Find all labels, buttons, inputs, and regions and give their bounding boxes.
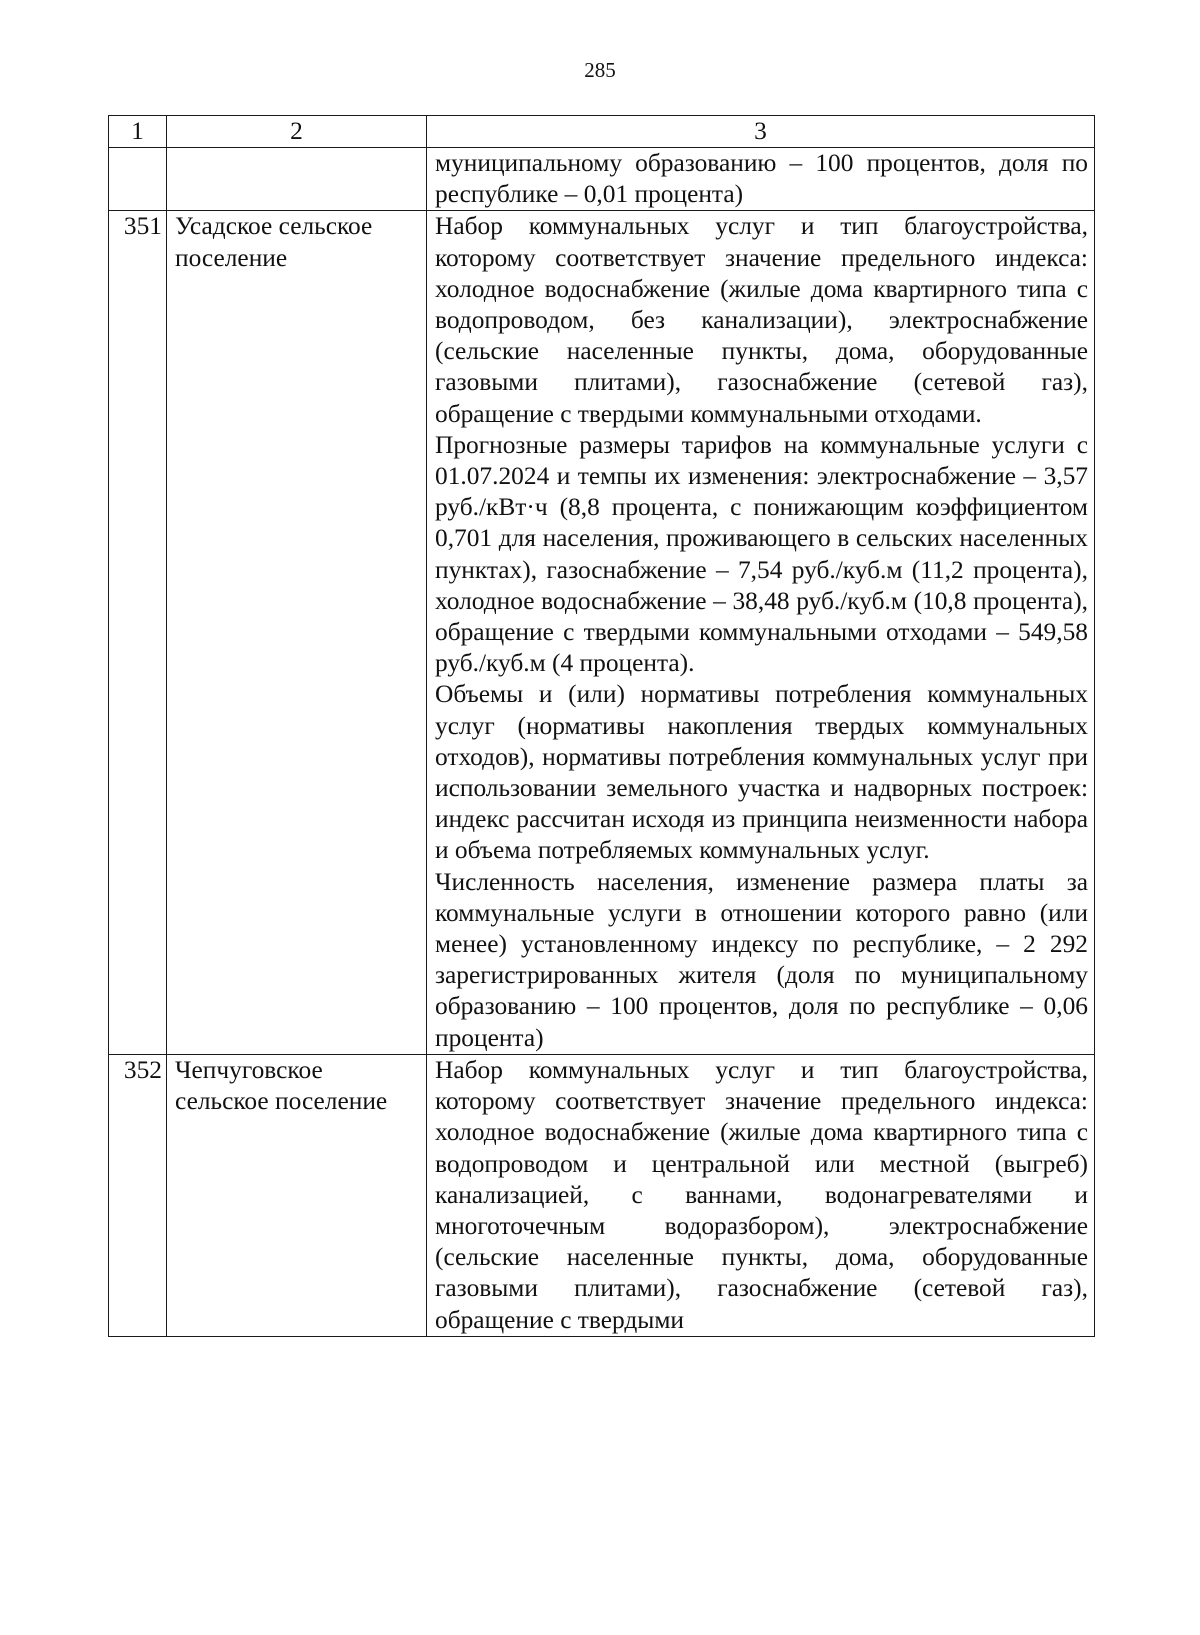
row-number: 352	[109, 1054, 167, 1336]
row-number	[109, 148, 167, 211]
row-description	[427, 1054, 1095, 1336]
row-description	[427, 211, 1095, 1054]
column-header-1: 1	[109, 116, 167, 148]
settlement-name	[167, 148, 427, 211]
description-paragraph: Прогнозные размеры тарифов на коммунальные услуги с 01.07.2024 и темпы их изменения: электроснабжение – 3,57 руб./кВт·ч (8,8 процента, с понижающим коэффициентом 0,701 для населения, проживающего в сельских населенных пунктах), газоснабжение – 7,54 руб./куб.м (11,2 процента), холодное водоснабжение – 38,48 руб./куб.м (10,8 процента), обращение с твердыми коммунальными отходами – 549,58 руб./куб.м (4 процента).	[435, 430, 1088, 678]
description-paragraph: Объемы и (или) нормативы потребления коммунальных услуг (нормативы накопления твердых коммунальных отходов), нормативы потребления коммунальных услуг при использовании земельного участка и надворных построек: индекс рассчитан исходя из принципа неизменности набора и объема потребляемых коммунальных услуг.	[435, 680, 1088, 865]
settlement-name: Усадское сельское поселение	[167, 211, 427, 1054]
tariff-table	[108, 115, 1095, 1337]
row-number: 351	[109, 211, 167, 1054]
table-row-continuation	[109, 148, 1095, 211]
column-header-2: 2	[167, 116, 427, 148]
description-paragraph: Численность населения, изменение размера платы за коммунальные услуги в отношении которого равно (или менее) установленному индексу по республике, – 2 292 зарегистрированных жителя (доля по муниципальному образованию – 100 процентов, доля по республике – 0,06 процента)	[435, 867, 1088, 1052]
page-number: 285	[584, 58, 616, 82]
table-header-row	[109, 116, 1095, 148]
description-paragraph: Набор коммунальных услуг и тип благоустройства, которому соответствует значение предельного индекса: холодное водоснабжение (жилые дома квартирного типа с водопроводом, без канализации), электроснабжение (сельские населенные пункты, дома, оборудованные газовыми плитами), газоснабжение (сетевой газ), обращение с твердыми коммунальными отходами.	[435, 212, 1088, 428]
table-row-352	[109, 1054, 1095, 1336]
row-description	[427, 148, 1095, 211]
description-paragraph: муниципальному образованию – 100 процентов, доля по республике – 0,01 процента)	[435, 149, 1088, 209]
table-row-351	[109, 211, 1095, 1054]
description-paragraph: Набор коммунальных услуг и тип благоустройства, которому соответствует значение предельного индекса: холодное водоснабжение (жилые дома квартирного типа с водопроводом и центральной или местной (выгреб) канализацией, с ваннами, водонагревателями и многоточечным водоразбором), электроснабжение (сельские населенные пункты, дома, оборудованные газовыми плитами), газоснабжение (сетевой газ), обращение с твердыми	[435, 1055, 1088, 1334]
settlement-name: Чепчуговское сельское поселение	[167, 1054, 427, 1336]
column-header-3: 3	[427, 116, 1095, 148]
